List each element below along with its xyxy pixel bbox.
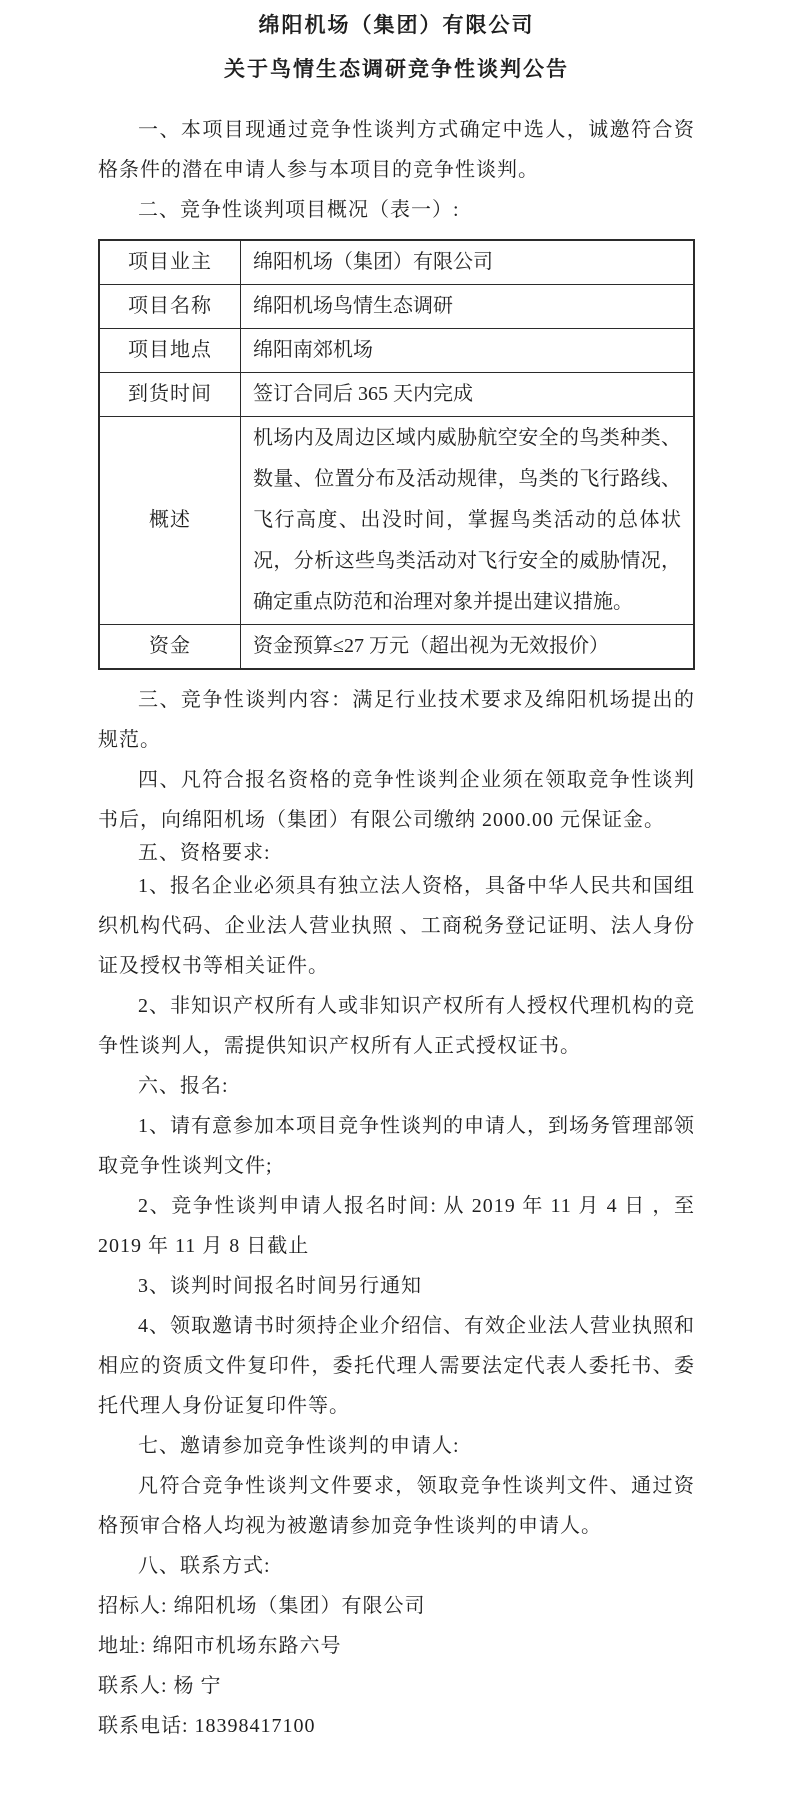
overview-table <box>98 239 695 670</box>
row-label: 资金 <box>99 625 241 670</box>
row-value: 资金预算≤27 万元（超出视为无效报价） <box>241 625 695 670</box>
section-8-heading: 八、联系方式: <box>138 1555 271 1577</box>
table-row-project-owner <box>99 240 694 285</box>
contact-phone: 联系电话: 18398417100 <box>98 1715 316 1737</box>
contact-bidder: 招标人: 绵阳机场（集团）有限公司 <box>98 1595 426 1617</box>
section-6-item-3: 3、谈判时间报名时间另行通知 <box>138 1275 422 1297</box>
section-6-item-4: 4、领取邀请书时须持企业介绍信、有效企业法人营业执照和相应的资质文件复印件，委托代理人需要法定代表人委托书、委托代理人身份证复印件等。 <box>98 1315 695 1417</box>
contact-person: 联系人: 杨 宁 <box>98 1675 222 1697</box>
table-row-delivery-time <box>99 373 694 417</box>
row-value: 机场内及周边区域内威胁航空安全的鸟类种类、数量、位置分布及活动规律，鸟类的飞行路线、飞行高度、出没时间，掌握鸟类活动的总体状况，分析这些鸟类活动对飞行安全的威胁情况，确定重点防范和治理对象并提出建议措施。 <box>241 417 695 625</box>
section-6-heading: 六、报名: <box>138 1075 229 1097</box>
section-6-item-1: 1、请有意参加本项目竞争性谈判的申请人，到场务管理部领取竞争性谈判文件; <box>98 1115 695 1177</box>
row-value: 绵阳南郊机场 <box>241 329 695 373</box>
page-subtitle: 关于鸟情生态调研竞争性谈判公告 <box>224 57 569 81</box>
section-4-deposit: 四、凡符合报名资格的竞争性谈判企业须在领取竞争性谈判书后，向绵阳机场（集团）有限公司缴纳 2000.00 元保证金。 <box>98 769 695 831</box>
row-label: 项目地点 <box>99 329 241 373</box>
section-5-item-1: 1、报名企业必须具有独立法人资格，具备中华人民共和国组织机构代码、企业法人营业执照 、工商税务登记证明、法人身份证及授权书等相关证件。 <box>98 875 695 977</box>
section-6-item-2: 2、竞争性谈判申请人报名时间: 从 2019 年 11 月 4 日 ，至 2019 年 11 月 8 日截止 <box>98 1195 695 1257</box>
row-value: 绵阳机场（集团）有限公司 <box>241 240 695 285</box>
section-7-heading: 七、邀请参加竞争性谈判的申请人: <box>138 1435 460 1457</box>
row-value: 签订合同后 365 天内完成 <box>241 373 695 417</box>
row-label: 项目名称 <box>99 285 241 329</box>
row-label: 项目业主 <box>99 240 241 285</box>
table-row-project-location <box>99 329 694 373</box>
contact-address: 地址: 绵阳市机场东路六号 <box>98 1635 342 1657</box>
section-5-heading: 五、资格要求: <box>138 842 271 864</box>
page-title: 绵阳机场（集团）有限公司 <box>258 13 535 37</box>
section-5-item-2: 2、非知识产权所有人或非知识产权所有人授权代理机构的竞争性谈判人，需提供知识产权所有人正式授权证书。 <box>98 995 695 1057</box>
table-row-project-name <box>99 285 694 329</box>
intro-paragraph: 一、本项目现通过竞争性谈判方式确定中选人，诚邀符合资格条件的潜在申请人参与本项目的竞争性谈判。 <box>98 119 695 181</box>
table-row-overview <box>99 417 694 625</box>
section-3-content: 三、竞争性谈判内容：满足行业技术要求及绵阳机场提出的规范。 <box>98 689 695 751</box>
row-label: 到货时间 <box>99 373 241 417</box>
table-heading: 二、竞争性谈判项目概况（表一）: <box>138 199 460 221</box>
row-value: 绵阳机场鸟情生态调研 <box>241 285 695 329</box>
table-row-budget <box>99 625 694 670</box>
section-7-content: 凡符合竞争性谈判文件要求，领取竞争性谈判文件、通过资格预审合格人均视为被邀请参加竞争性谈判的申请人。 <box>98 1475 695 1537</box>
row-label: 概述 <box>99 417 241 625</box>
